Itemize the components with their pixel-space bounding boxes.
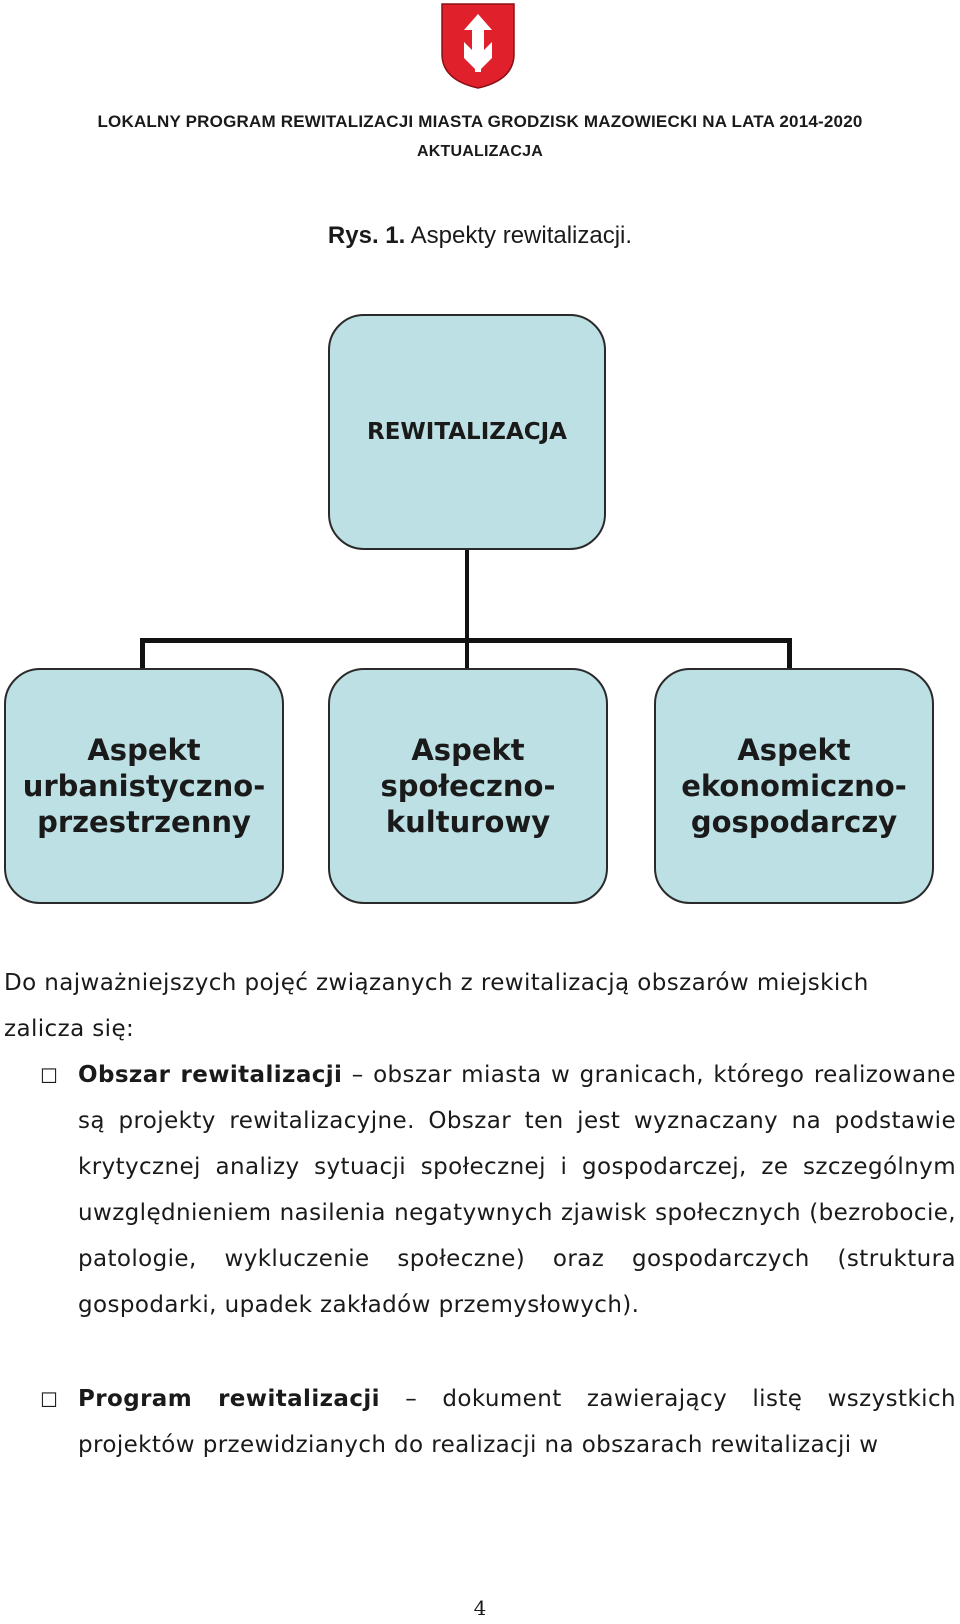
intro-paragraph: Do najważniejszych pojęć związanych z rewitalizacją obszarów miejskich zalicza się: bbox=[4, 970, 869, 1042]
definition-term: Obszar rewitalizacji bbox=[78, 1062, 343, 1088]
diagram-node-urbanistic bbox=[4, 668, 284, 904]
diagram-node-label: Aspekt urbanistyczno-przestrzenny bbox=[22, 733, 266, 839]
definition-text: – obszar miasta w granicach, którego realizowane są projekty rewitalizacyjne. Obszar ten jest wyznaczany na podstawie krytycznej analizy sytuacji społecznej i gospodarczej, ze szczególnym uwzględnieniem nasilenia negatywnych zjawisk społecznych (bezrobocie, patologie, wykluczenie społeczne) oraz gospodarczych (struktura gospodarki, upadek zakładów przemysłowych). bbox=[78, 1062, 956, 1318]
document-header-title: LOKALNY PROGRAM REWITALIZACJI MIASTA GRODZISK MAZOWIECKI NA LATA 2014-2020 bbox=[97, 112, 863, 131]
connector-right bbox=[787, 638, 792, 668]
diagram-node-label: Aspekt społeczno-kulturowy bbox=[380, 733, 556, 839]
figure-title: Aspekty rewitalizacji. bbox=[410, 222, 633, 249]
definition-item bbox=[78, 1376, 956, 1468]
connector-left bbox=[140, 638, 145, 668]
diagram-node-social bbox=[328, 668, 608, 904]
definition-text: – dokument zawierający listę wszystkich projektów przewidzianych do realizacji na obszarach rewitalizacji w bbox=[78, 1386, 956, 1458]
diagram-node-economic bbox=[654, 668, 934, 904]
checkbox-bullet-icon: ☐ bbox=[40, 1064, 58, 1088]
diagram-root-node bbox=[328, 314, 606, 550]
diagram-root-label: REWITALIZACJA bbox=[367, 419, 567, 445]
connector-middle bbox=[465, 638, 469, 668]
diagram-node-label: Aspekt ekonomiczno-gospodarczy bbox=[681, 733, 907, 839]
connector-root-down bbox=[465, 550, 469, 640]
page-number: 4 bbox=[473, 1596, 487, 1620]
definition-item bbox=[78, 1052, 956, 1328]
document-header-subtitle: AKTUALIZACJA bbox=[417, 143, 543, 160]
figure-caption bbox=[0, 222, 960, 250]
definition-term: Program rewitalizacji bbox=[78, 1386, 380, 1412]
coat-of-arms-icon bbox=[438, 2, 518, 90]
checkbox-bullet-icon: ☐ bbox=[40, 1388, 58, 1412]
figure-label: Rys. 1. bbox=[327, 222, 406, 249]
